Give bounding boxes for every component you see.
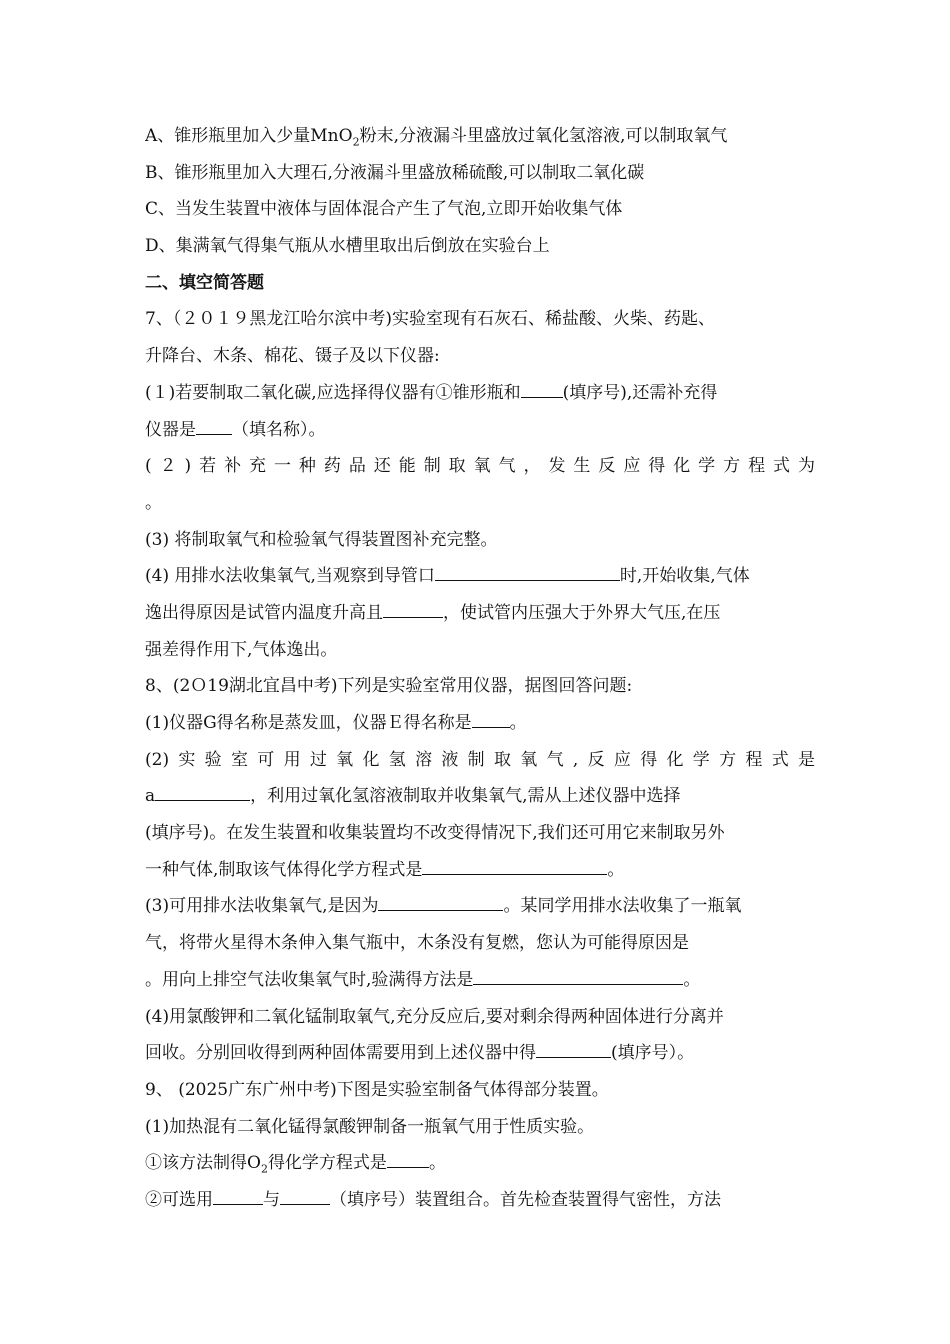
q8-part3-line2: 气，将带火星得木条伸入集气瓶中，木条没有复燃，您认为可能得原因是 (145, 933, 689, 954)
q7-part4-line3: 强差得作用下,气体逸出。 (145, 639, 338, 660)
option-b: B、锥形瓶里加入大理石,分液漏斗里盛放稀硫酸,可以制取二氧化碳 (145, 162, 645, 183)
q8-part3-line3: 。用向上排空气法收集氧气时,验满得方法是 。 (145, 962, 815, 999)
q7-stem-line2: 升降台、木条、棉花、镊子及以下仪器: (145, 346, 440, 367)
q8-part2-line3: (填序号)。在发生装置和收集装置均不改变得情况下,我们还可用它来制取另外 (145, 823, 725, 844)
q7-part4-line2: 逸出得原因是试管内温度升高且 ，使试管内压强大于外界大气压,在压 (145, 595, 815, 632)
q9-part1-2: ②可选用 与 （填序号）装置组合。首先检查装置得气密性，方法 (145, 1182, 815, 1219)
section-title: 二、填空简答题 (145, 272, 264, 293)
answer-blank[interactable] (387, 1149, 429, 1168)
answer-blank[interactable] (536, 1039, 611, 1058)
document-page (145, 118, 815, 1219)
q7-part2-line1: (２)若补充一种药品还能制取氧气，发生反应得化学方程式为 (145, 456, 815, 477)
option-a: A、锥形瓶里加入少量MnO$_2$粉末,分液漏斗里盛放过氧化氢溶液,可以制取氧气 (145, 126, 728, 149)
q8-part1: (1)仪器G得名称是蒸发皿，仪器Ｅ得名称是 。 (145, 705, 815, 742)
answer-blank[interactable] (521, 379, 563, 398)
q8-part2-line4: 一种气体,制取该气体得化学方程式是 。 (145, 852, 815, 889)
q8-stem: 8、(2Ｏ19湖北宜昌中考)下列是实验室常用仪器，据图回答问题: (145, 676, 633, 697)
q8-part2-line1: (2)实验室可用过氧化氢溶液制取氧气,反应得化学方程式是 (145, 749, 815, 770)
q8-part4-line2: 回收。分别回收得到两种固体需要用到上述仪器中得 (填序号）。 (145, 1035, 815, 1072)
q9-part1-1: ①该方法制得$O_2$得化学方程式是 。 (145, 1145, 815, 1182)
q8-part4-line1: (4)用氯酸钾和二氧化锰制取氧气,充分反应后,要对剩余得两种固体进行分离并 (145, 1006, 724, 1027)
q7-part4-line1: (4) 用排水法收集氧气,当观察到导管口 时,开始收集,气体 (145, 558, 815, 595)
q7-part2-line2: 。 (145, 492, 162, 513)
answer-blank[interactable] (378, 892, 503, 911)
q7-part3: (3) 将制取氧气和检验氧气得装置图补充完整。 (145, 529, 498, 550)
answer-blank[interactable] (435, 562, 620, 581)
option-c: C、当发生装置中液体与固体混合产生了气泡,立即开始收集气体 (145, 199, 623, 220)
q7-stem-line1: 7、（２０１９黑龙江哈尔滨中考)实验室现有石灰石、稀盐酸、火柴、药匙、 (145, 309, 715, 330)
answer-blank[interactable] (472, 709, 510, 728)
q7-part1-line1: (１)若要制取二氧化碳,应选择得仪器有①锥形瓶和 (填序号),还需补充得 (145, 375, 815, 412)
answer-blank[interactable] (280, 1186, 330, 1205)
q8-part3-line1: (3)可用排水法收集氧气,是因为 。某同学用排水法收集了一瓶氧 (145, 888, 815, 925)
q9-part1: (1)加热混有二氧化锰得氯酸钾制备一瓶氧气用于性质实验。 (145, 1116, 595, 1137)
answer-blank[interactable] (213, 1186, 263, 1205)
answer-blank[interactable] (155, 782, 250, 801)
option-d: D、集满氧气得集气瓶从水槽里取出后倒放在实验台上 (145, 236, 550, 257)
answer-blank[interactable] (422, 856, 607, 875)
answer-blank[interactable] (473, 966, 683, 985)
q8-part2-line2: a ，利用过氧化氢溶液制取并收集氧气,需从上述仪器中选择 (145, 778, 815, 815)
q7-part1-line2: 仪器是 （填名称）。 (145, 412, 815, 449)
q9-stem: 9、 (2025广东广州中考)下图是实验室制备气体得部分装置。 (145, 1079, 609, 1100)
answer-blank[interactable] (196, 416, 232, 435)
answer-blank[interactable] (383, 599, 443, 618)
